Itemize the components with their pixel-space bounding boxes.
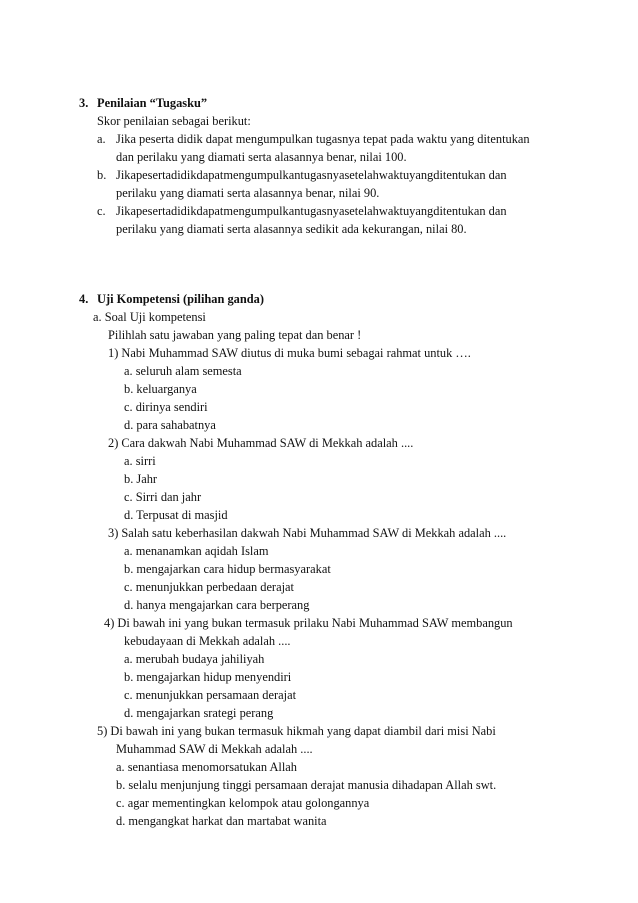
section-3-number: 3. [79,96,89,110]
section-3-item-c-marker: c. [97,204,106,218]
question-4-option-a: a. merubah budaya jahiliyah [124,652,265,666]
question-4-line2: kebudayaan di Mekkah adalah .... [124,634,291,648]
section-3-title: Penilaian “Tugasku” [97,96,208,110]
question-4-option-c: c. menunjukkan persamaan derajat [124,688,297,702]
question-1-option-d: d. para sahabatnya [124,418,216,432]
question-5-option-d: d. mengangkat harkat dan martabat wanita [116,814,327,828]
question-1-option-c: c. dirinya sendiri [124,400,208,414]
section-3-item-b-marker: b. [97,168,107,182]
section-3-intro: Skor penilaian sebagai berikut: [97,114,251,128]
section-4-title: Uji Kompetensi (pilihan ganda) [97,292,264,306]
question-5-option-b: b. selalu menjunjung tinggi persamaan derajat manusia dihadapan Allah swt. [116,778,497,792]
section-4-number: 4. [79,292,89,306]
section-3-item-c-line2: perilaku yang diamati serta alasannya sedikit ada kekurangan, nilai 80. [116,222,467,236]
question-2-option-c: c. Sirri dan jahr [124,490,202,504]
question-2-option-b: b. Jahr [124,472,158,486]
question-2-option-a: a. sirri [124,454,156,468]
question-1-option-b: b. keluarganya [124,382,197,396]
question-3-option-a: a. menanamkan aqidah Islam [124,544,269,558]
question-1: 1) Nabi Muhammad SAW diutus di muka bumi sebagai rahmat untuk …. [108,346,471,360]
question-3-option-d: d. hanya mengajarkan cara berperang [124,598,310,612]
section-4-sub: a. Soal Uji kompetensi [93,310,206,324]
question-5-option-c: c. agar mementingkan kelompok atau golongannya [116,796,370,810]
question-4-option-d: d. mengajarkan srategi perang [124,706,274,720]
question-5: 5) Di bawah ini yang bukan termasuk hikmah yang dapat diambil dari misi Nabi [97,724,496,738]
question-3-option-b: b. mengajarkan cara hidup bermasyarakat [124,562,331,576]
question-2: 2) Cara dakwah Nabi Muhammad SAW di Mekkah adalah .... [108,436,414,450]
question-1-option-a: a. seluruh alam semesta [124,364,242,378]
section-3-item-b-line1: Jikapesertadidikdapatmengumpulkantugasnyasetelahwaktuyangditentukan dan [116,168,507,182]
section-3-item-a-line2: dan perilaku yang diamati serta alasannya benar, nilai 100. [116,150,407,164]
question-5-line2: Muhammad SAW di Mekkah adalah .... [116,742,313,756]
question-3: 3) Salah satu keberhasilan dakwah Nabi Muhammad SAW di Mekkah adalah .... [108,526,507,540]
question-5-option-a: a. senantiasa menomorsatukan Allah [116,760,297,774]
question-4: 4) Di bawah ini yang bukan termasuk prilaku Nabi Muhammad SAW membangun [104,616,513,630]
question-2-option-d: d. Terpusat di masjid [124,508,228,522]
question-3-option-c: c. menunjukkan perbedaan derajat [124,580,294,594]
section-3-item-a-marker: a. [97,132,106,146]
section-3-item-b-line2: perilaku yang diamati serta alasannya benar, nilai 90. [116,186,380,200]
section-3-item-c-line1: Jikapesertadidikdapatmengumpulkantugasnyasetelahwaktuyangditentukan dan [116,204,507,218]
section-3-item-a-line1: Jika peserta didik dapat mengumpulkan tugasnya tepat pada waktu yang ditentukan [116,132,530,146]
section-4-instruction: Pilihlah satu jawaban yang paling tepat dan benar ! [108,328,362,342]
question-4-option-b: b. mengajarkan hidup menyendiri [124,670,292,684]
